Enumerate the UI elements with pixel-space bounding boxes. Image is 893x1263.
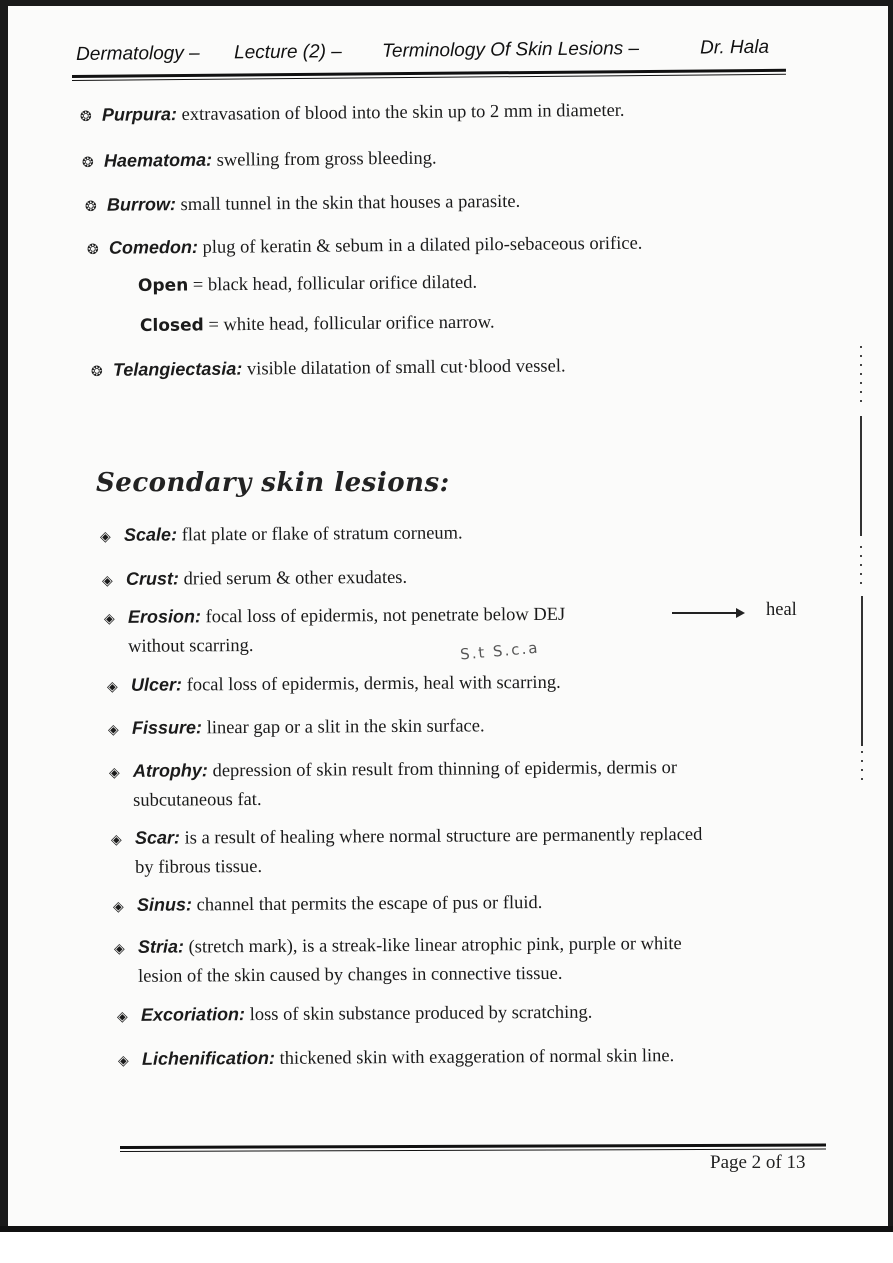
list-item-scar (111, 818, 803, 881)
term: Purpura: (101, 104, 178, 125)
comedon-open (138, 273, 477, 297)
scan-margin (0, 1232, 893, 1263)
diamond-bullet-icon: ◈ (112, 898, 124, 915)
document-page (8, 6, 888, 1232)
header-topic: Terminology Of Skin Lesions – (381, 38, 640, 62)
diamond-bullet-icon: ◈ (117, 1052, 129, 1069)
list-item-ulcer (107, 665, 797, 702)
term: Lichenification: (141, 1047, 276, 1069)
term: Scale: (123, 524, 178, 545)
term: Stria: (137, 936, 184, 957)
definition: extravasation of blood into the skin up to 2 mm in diameter. (176, 100, 625, 126)
definition-continuation: by fibrous tissue. (135, 856, 263, 878)
section-title: Secondary skin lesions: (96, 468, 450, 498)
handwritten-note: S.t S.c.a (459, 638, 541, 664)
definition: flat plate or flake of stratum corneum. (176, 523, 463, 546)
arrow-line (672, 612, 742, 614)
header-subject: Dermatology – (76, 42, 200, 65)
definition: dried serum & other exudates. (178, 567, 408, 590)
definition: depression of skin result from thinning of epidermis, dermis or (207, 758, 678, 782)
list-item-purpura (80, 95, 625, 132)
list-item-stria (114, 927, 806, 990)
list-item-crust (102, 559, 792, 596)
flower-bullet-icon: ❂ (86, 241, 99, 258)
list-item-erosion (104, 598, 644, 660)
term: Sinus: (136, 894, 193, 915)
list-item-comedon (87, 228, 643, 265)
term: Erosion: (127, 606, 201, 627)
definition: small tunnel in the skin that houses a parasite. (175, 191, 521, 216)
definition: is a result of healing where normal structure are permanently replaced (179, 824, 703, 849)
definition: thickened skin with exaggeration of normal skin line. (274, 1046, 675, 1069)
list-item-fissure (108, 708, 798, 745)
scan-artifact (861, 751, 863, 781)
diamond-bullet-icon: ◈ (116, 1008, 128, 1025)
definition: plug of keratin & sebum in a dilated pilo-sebaceous orifice. (197, 233, 643, 258)
diamond-bullet-icon: ◈ (99, 528, 111, 545)
page-header (76, 36, 796, 74)
term: Scar: (134, 827, 181, 848)
header-author: Dr. Hala (699, 36, 770, 59)
term: Excoriation: (140, 1004, 246, 1025)
term: Haematoma: (103, 149, 213, 171)
list-item-atrophy (109, 751, 801, 814)
flower-bullet-icon: ❂ (81, 154, 94, 171)
diamond-bullet-icon: ◈ (101, 572, 113, 589)
definition: visible dilatation of small cut·blood vessel. (242, 356, 566, 380)
flower-bullet-icon: ❂ (90, 363, 103, 380)
definition-continuation: lesion of the skin caused by changes in connective tissue. (138, 963, 563, 987)
definition: linear gap or a slit in the skin surface. (201, 716, 485, 739)
flower-bullet-icon: ❂ (79, 108, 92, 125)
term: Atrophy: (132, 760, 208, 781)
term: Comedon: (108, 236, 199, 258)
list-item-sinus (113, 885, 803, 922)
diamond-bullet-icon: ◈ (107, 721, 119, 738)
definition: (stretch mark), is a streak-like linear atrophic pink, purple or white (183, 934, 682, 958)
list-item-telangiectasia (91, 350, 566, 387)
arrow-head-icon (736, 608, 745, 618)
term: Telangiectasia: (112, 358, 243, 380)
definition: channel that permits the escape of pus or fluid. (191, 893, 543, 916)
scan-artifact (860, 346, 862, 406)
diamond-bullet-icon: ◈ (113, 940, 125, 958)
diamond-bullet-icon: ◈ (110, 831, 122, 849)
definition-continuation: without scarring. (128, 635, 254, 657)
scan-artifact (861, 596, 863, 746)
list-item-burrow (85, 186, 521, 222)
definition: loss of skin substance produced by scratching. (244, 1002, 593, 1026)
flower-bullet-icon: ❂ (84, 198, 97, 215)
page-number: Page 2 of 13 (710, 1152, 806, 1173)
list-item-scale (100, 515, 790, 552)
list-item-lichenification (118, 1039, 808, 1076)
list-item-haematoma (82, 143, 437, 178)
header-lecture: Lecture (2) – (233, 41, 342, 64)
text: = white head, follicular orifice narrow. (203, 312, 495, 336)
comedon-closed (140, 313, 495, 337)
definition-continuation: subcutaneous fat. (133, 789, 262, 811)
diamond-bullet-icon: ◈ (103, 610, 115, 628)
text: = black head, follicular orifice dilated. (188, 272, 478, 296)
definition: focal loss of epidermis, not penetrate below DEJ (200, 604, 566, 628)
scan-artifact (860, 546, 862, 586)
label: Closed (139, 315, 204, 336)
term: Ulcer: (130, 674, 183, 695)
scan-artifact (860, 416, 862, 536)
term: Crust: (125, 568, 180, 589)
arrow-target-text: heal (766, 600, 797, 620)
term: Burrow: (106, 194, 177, 215)
diamond-bullet-icon: ◈ (106, 678, 118, 695)
label: Open (137, 275, 189, 296)
definition: focal loss of epidermis, dermis, heal with scarring. (181, 672, 561, 696)
term: Fissure: (131, 717, 203, 738)
diamond-bullet-icon: ◈ (108, 764, 120, 782)
definition: swelling from gross bleeding. (211, 148, 437, 171)
list-item-excoriation (117, 995, 807, 1032)
